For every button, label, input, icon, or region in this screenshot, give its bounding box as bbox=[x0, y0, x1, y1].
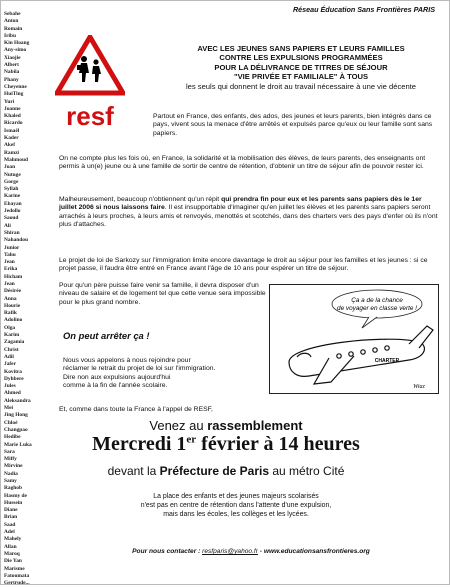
name-entry: Zagamia bbox=[4, 339, 25, 346]
headline bbox=[161, 44, 441, 91]
paragraph-deadline-bold: qui prendra fin pour eux et les parents sans papiers dès le 1er juillet 2006 si nous laissons faire bbox=[59, 196, 422, 212]
cartoonist-signature: Wiaz bbox=[413, 384, 425, 390]
name-entry: Sebahe bbox=[4, 11, 21, 17]
name-entry: Akef bbox=[4, 142, 16, 149]
resf-logo-text: resf bbox=[66, 101, 114, 131]
rally-place-a: devant la bbox=[107, 464, 160, 478]
name-entry: Nabila bbox=[4, 69, 20, 76]
name-entry: Brian bbox=[4, 514, 18, 521]
name-entry: Hourie bbox=[4, 302, 21, 309]
bubble-line-1: Ça a de la chance bbox=[351, 297, 403, 304]
name-entry: Ismaël bbox=[4, 127, 20, 134]
name-entry: Saad bbox=[4, 521, 16, 528]
headline-line-5: les seuls qui donnent le droit au travail nécessaire à une vie décente bbox=[185, 81, 417, 91]
name-entry: Mei bbox=[4, 405, 13, 412]
name-entry: Fatoumata bbox=[4, 572, 30, 579]
name-entry: Ali bbox=[4, 222, 11, 229]
rally-place-b: Préfecture de Paris bbox=[159, 464, 270, 478]
speech-bubble-icon bbox=[332, 290, 422, 318]
name-entry: Olga bbox=[4, 324, 16, 331]
name-entry: Marisme bbox=[4, 565, 25, 572]
contact-email-link[interactable]: resfparis@yahoo.fr bbox=[202, 548, 258, 555]
headline-line-4: "VIE PRIVÉE ET FAMILIALE" À TOUS bbox=[233, 72, 369, 82]
name-entry: Maroq bbox=[4, 550, 20, 557]
name-entry: Hasmy de bbox=[4, 492, 27, 499]
name-entry: Shiran bbox=[4, 229, 20, 236]
rally-invite-a: Venez au bbox=[149, 418, 208, 433]
call-line-4: comme à la fin de l'année scolaire. bbox=[63, 382, 168, 390]
stop-slogan: On peut arrêter ça ! bbox=[63, 330, 150, 341]
name-entry: Nahandou bbox=[4, 237, 28, 244]
name-entry: Jing Hong bbox=[4, 412, 28, 419]
paragraph-deadline bbox=[59, 196, 441, 230]
name-entry: Changpao bbox=[4, 426, 28, 433]
call-paragraph bbox=[63, 357, 263, 391]
name-entry: Kin Hoang bbox=[4, 40, 30, 47]
name-entry: Gorge bbox=[4, 178, 19, 185]
charter-plane-cartoon bbox=[269, 284, 439, 394]
name-entry: Christ bbox=[4, 346, 19, 353]
intro-paragraph: Partout en France, des enfants, des ados, des jeunes et leurs parents, bien intégrés dans ce pays, vivent sous la menace d'être arrêtés et expulsés parce qu'eux ou leur famille sont sans papiers. bbox=[153, 113, 433, 137]
plane-label: CHARTER bbox=[374, 358, 400, 364]
name-entry: Adil bbox=[4, 353, 14, 360]
name-entry: Jules bbox=[4, 383, 16, 390]
name-entry: Désirée bbox=[4, 288, 22, 295]
call-intro: Et, comme dans toute la France à l'appel de RESF, bbox=[59, 406, 213, 413]
name-entry: Kader bbox=[4, 135, 19, 142]
rally-invite-b: rassemblement bbox=[207, 418, 303, 433]
name-entry: Romain bbox=[4, 25, 23, 32]
name-entry: Jafer bbox=[4, 361, 16, 368]
name-entry: Nadia bbox=[4, 470, 18, 477]
name-entry: Anna bbox=[4, 295, 17, 302]
closing-line-1: La place des enfants et des jeunes majeurs scolarisés bbox=[153, 493, 319, 500]
name-entry: Gertrude... bbox=[4, 580, 30, 587]
warning-triangle-icon bbox=[57, 37, 123, 93]
name-entry: Ebayan bbox=[4, 200, 22, 207]
name-entry: Phany bbox=[4, 76, 19, 83]
name-entry: Syllah bbox=[4, 186, 19, 193]
headline-line-2: CONTRE LES EXPULSIONS PROGRAMMÉES bbox=[219, 53, 383, 63]
name-entry: Die Yan bbox=[4, 558, 22, 565]
name-entry: Karim bbox=[4, 332, 20, 339]
headline-line-3: POUR LA DÉLIVRANCE DE TITRES DE SÉJOUR bbox=[214, 62, 388, 72]
contact-label: Pour nous contacter : bbox=[132, 548, 203, 555]
name-entry: Junior bbox=[4, 244, 20, 251]
name-entry: Joanne bbox=[4, 105, 21, 112]
contact-separator: - bbox=[257, 548, 264, 555]
name-entry: Anton bbox=[4, 18, 19, 25]
rally-invite bbox=[1, 418, 450, 433]
name-entry: Ramzi bbox=[4, 149, 19, 156]
name-entry: Yuri bbox=[4, 98, 15, 105]
bubble-line-2: de voyager en classe verte ! bbox=[337, 305, 417, 312]
organization-header: Réseau Éducation Sans Frontières PARIS bbox=[292, 5, 435, 14]
name-entry: Jean bbox=[4, 280, 15, 287]
paragraph-family: Pour qu'un père puisse faire venir sa famille, il devra disposer d'un niveau de salaire et de logement tel que cette venue sera impossible pour le plus grand nombre. bbox=[59, 282, 266, 306]
name-entry: Adolino bbox=[4, 317, 23, 324]
paragraph-law: Le projet de loi de Sarkozy sur l'immigration limite encore davantage le droit au séjour pour les familles et les jeunes : si ce projet passe, il faudra être entré en France avant l'âge de 10 ans pour espérer un titre de séjour. bbox=[59, 257, 428, 273]
name-entry: Jean bbox=[4, 259, 15, 266]
name-entry: Erika bbox=[4, 266, 18, 273]
closing-line-3: mais dans les écoles, les collèges et les lycées. bbox=[163, 510, 309, 518]
name-entry: Ricardo bbox=[4, 120, 23, 127]
rally-place bbox=[1, 464, 450, 478]
name-entry: Ahmed bbox=[4, 390, 21, 397]
call-line-1: Nous vous appelons à nous rejoindre pour bbox=[63, 357, 191, 364]
call-line-3: Dire non aux expulsions aujourd'hui bbox=[63, 373, 171, 381]
name-entry: HuiTing bbox=[4, 91, 24, 98]
name-entry: Chloé bbox=[4, 419, 18, 426]
resf-logo bbox=[55, 35, 125, 147]
name-entry: Saoud bbox=[4, 215, 19, 222]
name-entry: Nutuge bbox=[4, 171, 21, 178]
name-entry: Allan bbox=[4, 543, 17, 550]
closing-text bbox=[91, 493, 381, 519]
name-entry: Dyhbere bbox=[4, 375, 24, 382]
names-column bbox=[4, 11, 44, 587]
name-entry: Adel bbox=[4, 529, 15, 536]
name-entry: Aleksandra bbox=[4, 397, 31, 404]
name-entry: Any-simo bbox=[4, 47, 27, 54]
name-entry: Hicham bbox=[4, 273, 23, 280]
name-entry: Mahely bbox=[4, 536, 22, 543]
name-entry: Hedibe bbox=[4, 434, 21, 441]
rally-place-c: au métro Cité bbox=[269, 464, 345, 478]
name-entry: Rafik bbox=[4, 310, 17, 317]
name-entry: Kovitra bbox=[4, 368, 22, 375]
contact-website-link[interactable]: www.educationsansfrontieres.org bbox=[263, 548, 370, 555]
name-entry: Tahu bbox=[4, 251, 16, 258]
name-entry: Iribu bbox=[4, 32, 16, 39]
name-entry: Jedollo bbox=[4, 208, 21, 215]
name-entry: Miffy bbox=[4, 456, 17, 463]
name-entry: Joan bbox=[4, 164, 16, 171]
closing-line-2: n'est pas en centre de rétention dans l'attente d'une expulsion, bbox=[140, 501, 332, 509]
rally-date-b: février à 14 heures bbox=[196, 433, 360, 455]
name-entry: Sara bbox=[4, 448, 15, 455]
name-entry: Mirvine bbox=[4, 463, 23, 470]
name-entry: Samy bbox=[4, 478, 17, 484]
paragraph-deadline-a: Malheureusement, beaucoup n'obtiennent qu'un répit bbox=[59, 196, 222, 203]
paragraph-solidarity: On ne compte plus les fois où, en France, la solidarité et la mobilisation des élèves, de leurs parents, des enseignants ont permis à un(e) jeune ou à une famille de sortir de centre de rétention, d'obtenir un titre de séjour afin de pouvoir rester ici. bbox=[59, 155, 426, 171]
name-entry: Marie Luka bbox=[4, 441, 32, 448]
rally-date bbox=[1, 433, 450, 456]
name-entry: Albert bbox=[4, 62, 19, 69]
name-entry: Karine bbox=[4, 193, 21, 200]
call-line-2: réclamer le retrait du projet de loi sur l'immigration. bbox=[63, 365, 216, 373]
name-entry: Hussein bbox=[4, 499, 23, 506]
rally-date-a: Mercredi 1 bbox=[92, 433, 187, 455]
contact-line bbox=[71, 548, 431, 555]
name-entry: Khaled bbox=[4, 113, 21, 120]
name-entry: Raghob bbox=[4, 485, 22, 492]
name-entry: Cheyenne bbox=[4, 83, 27, 90]
paragraph-deadline-c: . Il est insupportable d'imaginer qu'en juillet les élèves et les parents sans papiers seront arrachés à leurs proches, à leurs amis et renvoyés, menottés et scotchés, dans des charters vers des pays d'enfer où ils n'ont plus d'attaches. bbox=[59, 204, 438, 229]
name-entry: Mahmoud bbox=[4, 156, 28, 163]
headline-line-1: AVEC LES JEUNES SANS PAPIERS ET LEURS FAMILLES bbox=[197, 44, 405, 53]
name-entry: Diane bbox=[4, 507, 18, 514]
name-entry: Xiaojie bbox=[4, 54, 21, 61]
rally-date-sup: er bbox=[186, 433, 197, 446]
